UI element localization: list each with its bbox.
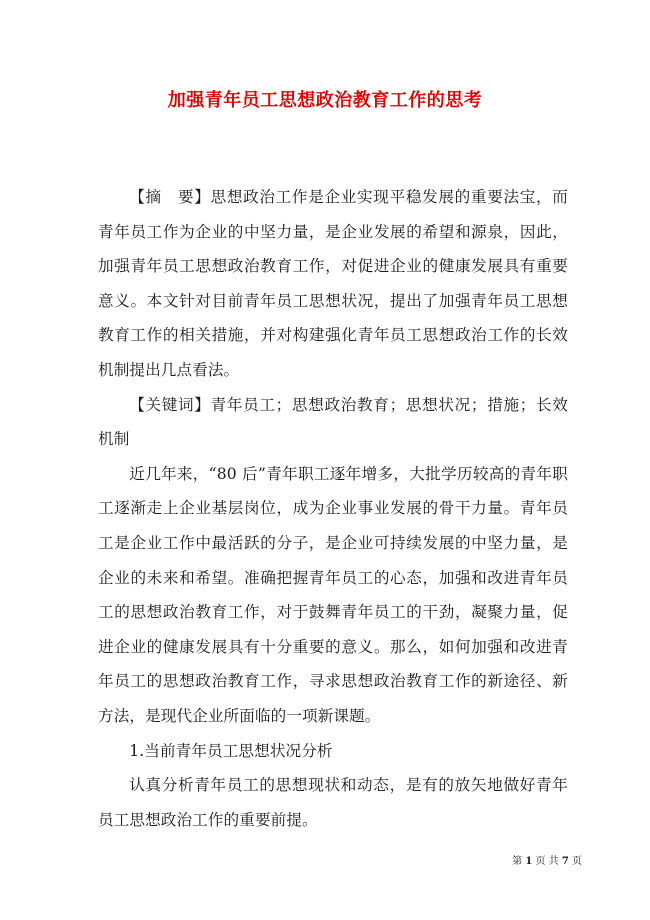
intro-paragraph: 近几年来，“80 后”青年职工逐年增多，大批学历较高的青年职工逐渐走上企业基层岗位，成为企业事业发展的骨干力量。青年员工是企业工作中最活跃的分子，是企业可持续发展的中坚力量，是企业的未来和希望。准确把握青年员工的心态，加强和改进青年员工的思想政治教育工作，对于鼓舞青年员工的干劲，凝聚力量，促进企业的健康发展具有十分重要的意义。那么，如何加强和改进青年员工的思想政治教育工作，寻求思想政治教育工作的新途径、新方法，是现代企业所面临的一项新课题。 xyxy=(98,464,568,725)
footer-suffix: 页 xyxy=(568,856,582,867)
page-footer xyxy=(512,852,582,867)
total-pages: 7 xyxy=(561,856,569,867)
abstract-text: 思想政治工作是企业实现平稳发展的重要法宝，而青年员工作为企业的中坚力量，是企业发展的希望和源泉，因此，加强青年员工思想政治教育工作，对促进企业的健康发展具有重要意义。本文针对目前青年员工思想状况，提出了加强青年员工思想教育工作的相关措施，并对构建强化青年员工思想政治工作的长效机制提出几点看法。 xyxy=(98,188,568,379)
footer-prefix: 第 xyxy=(512,856,526,867)
keywords-label: 【关键词】 xyxy=(129,395,211,414)
section-paragraph: 认真分析青年员工的思想现状和动态，是有的放矢地做好青年员工思想政治工作的重要前提。 xyxy=(98,776,568,829)
footer-middle: 页 共 xyxy=(532,856,562,867)
keywords-paragraph xyxy=(98,388,568,457)
section-heading: 1.当前青年员工思想状况分析 xyxy=(129,741,333,760)
page-number: 1 xyxy=(525,856,533,867)
document-title: 加强青年员工思想政治教育工作的思考 xyxy=(167,90,483,111)
abstract-paragraph xyxy=(98,180,568,388)
abstract-label: 【摘 要】 xyxy=(129,188,211,206)
document-body xyxy=(98,180,568,837)
keywords-text: 青年员工；思想政治教育；思想状况；措施；长效机制 xyxy=(98,395,568,449)
